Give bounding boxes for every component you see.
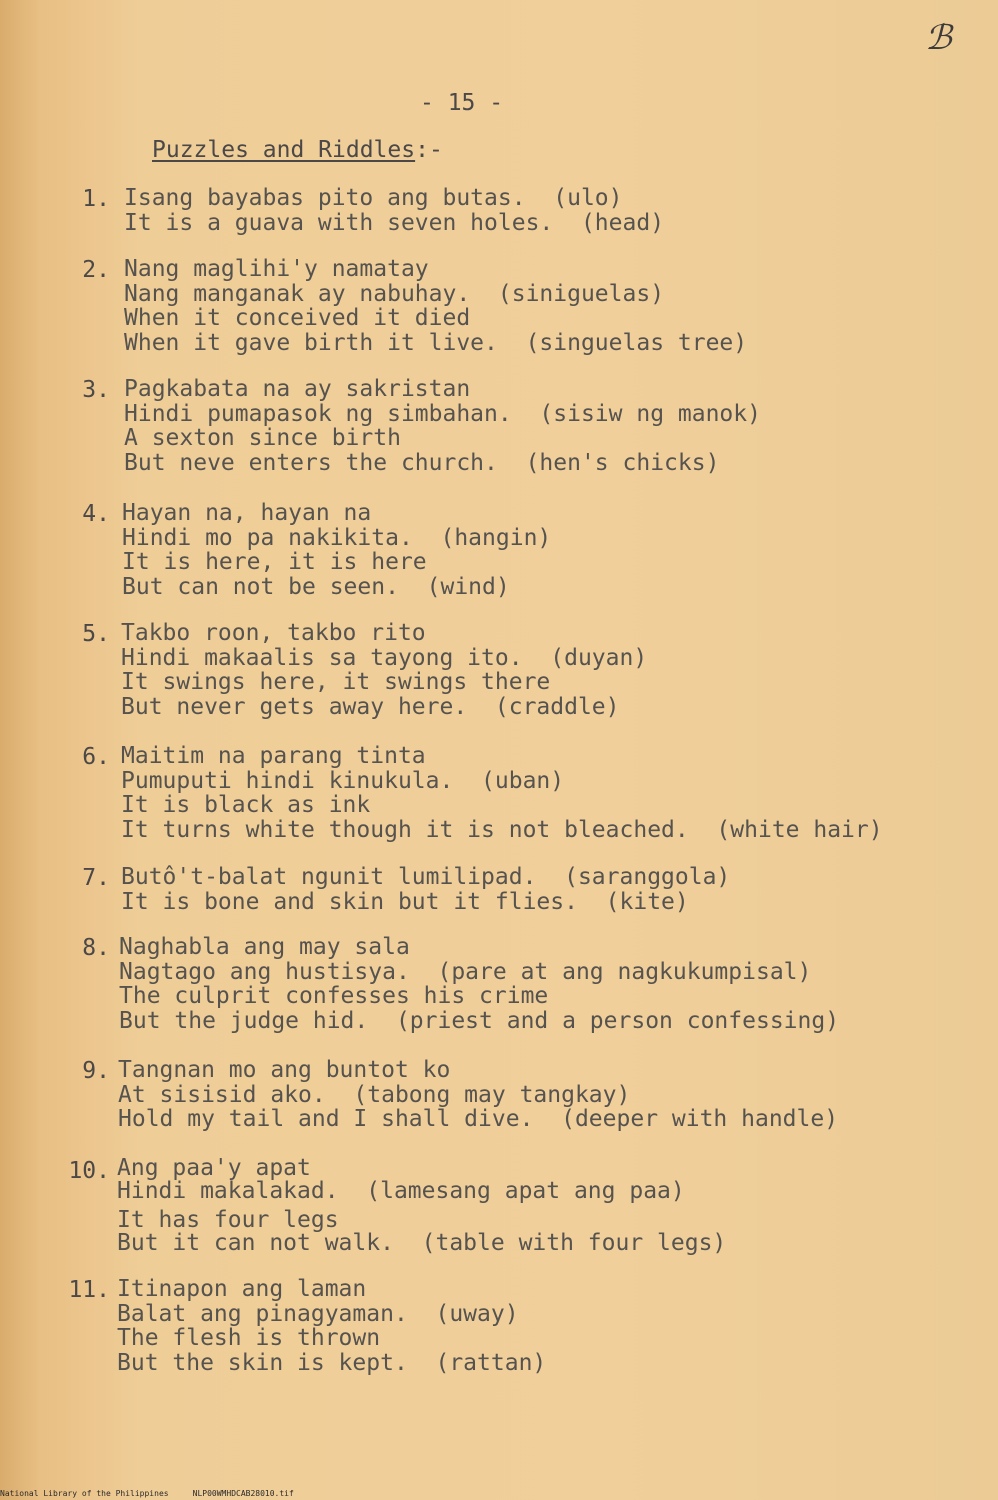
riddle-item [0,501,551,599]
riddle-line: Ang paa'y apat [117,1155,311,1181]
page-number: - 15 - [420,90,504,116]
riddle-item [0,1058,838,1132]
riddle-line: Hindi makalakad. (lamesang apat ang paa) [117,1178,685,1204]
archive-footer: National Library of the Philippines NLP00WMHDCAB28010.tif [0,1489,294,1498]
riddle-line: It turns white though it is not bleached. (white hair) [121,816,883,843]
riddle-line: But it can not walk. (table with four legs) [117,1229,727,1256]
section-heading-suffix: :- [415,137,443,163]
riddle-item [0,1155,727,1256]
riddle-line: Isang bayabas pito ang butas. (ulo) [124,185,623,211]
riddle-item [0,621,647,719]
riddle-line: When it conceived it died [124,305,471,331]
riddle-line: Hindi makaalis sa tayong ito. (duyan) [121,644,648,671]
riddle-line: But can not be seen. (wind) [122,573,510,600]
riddle-line: It is black as ink [121,792,371,818]
riddle-line: But never gets away here. (craddle) [121,693,620,720]
riddle-number: 1. [82,186,110,212]
riddle-line: A sexton since birth [124,425,401,451]
riddle-line: At sisisid ako. (tabong may tangkay) [118,1081,631,1108]
riddle-number: 11. [68,1277,110,1303]
riddle-line: Itinapon ang laman [117,1276,367,1302]
riddle-item [0,186,664,235]
riddle-line: It has four legs [117,1206,339,1233]
handwritten-page-mark: ℬ [925,18,952,58]
riddle-line: Pumuputi hindi kinukula. (uban) [121,767,565,794]
riddle-item [0,935,839,1033]
riddle-item [0,865,730,914]
riddle-line: Nang maglihi'y namatay [124,256,429,282]
riddle-line: Naghabla ang may sala [119,934,410,960]
riddle-line: The culprit confesses his crime [119,983,549,1009]
riddle-line: Pagkabata na ay sakristan [124,376,471,402]
riddle-line: Maitim na parang tinta [121,743,426,769]
riddle-line: The flesh is thrown [117,1325,381,1351]
riddle-number: 2. [82,257,110,283]
riddle-line: Butô't-balat ngunit lumilipad. (saranggola) [121,864,731,890]
riddle-line: Nang manganak ay nabuhay. (siniguelas) [124,280,665,307]
riddle-number: 8. [82,935,110,961]
riddle-number: 3. [82,377,110,403]
riddle-line: But neve enters the church. (hen's chicks) [124,449,720,476]
riddle-line: It is bone and skin but it flies. (kite) [121,888,689,915]
riddle-line: It is here, it is here [122,549,427,575]
riddle-item [0,257,747,355]
riddle-line: Hindi pumapasok ng simbahan. (sisiw ng manok) [124,400,761,427]
riddle-line: But the skin is kept. (rattan) [117,1349,547,1376]
riddle-line: But the judge hid. (priest and a person confessing) [119,1007,840,1034]
riddle-line: Tangnan mo ang buntot ko [118,1057,451,1083]
riddle-line: It is a guava with seven holes. (head) [124,209,665,236]
riddle-item [0,1277,546,1375]
riddle-line: Balat ang pinagyaman. (uway) [117,1300,519,1327]
riddle-number: 10. [68,1158,110,1184]
riddle-number: 6. [82,744,110,770]
riddle-line: When it gave birth it live. (singuelas tree) [124,329,748,356]
riddle-number: 4. [82,501,110,527]
riddle-number: 9. [82,1058,110,1084]
riddle-item [0,377,761,475]
section-heading-title: Puzzles and Riddles [152,137,416,163]
riddle-item [0,744,883,842]
riddle-line: Hindi mo pa nakikita. (hangin) [122,524,552,551]
section-heading [152,137,443,163]
riddle-number: 5. [82,621,110,647]
riddle-line: Nagtago ang hustisya. (pare at ang nagkukumpisal) [119,958,812,985]
riddle-line: Takbo roon, takbo rito [121,620,426,646]
riddle-number: 7. [82,865,110,891]
riddle-line: Hold my tail and I shall dive. (deeper with handle) [118,1106,839,1132]
riddle-line: Hayan na, hayan na [122,500,372,526]
riddle-line: It swings here, it swings there [121,669,551,695]
